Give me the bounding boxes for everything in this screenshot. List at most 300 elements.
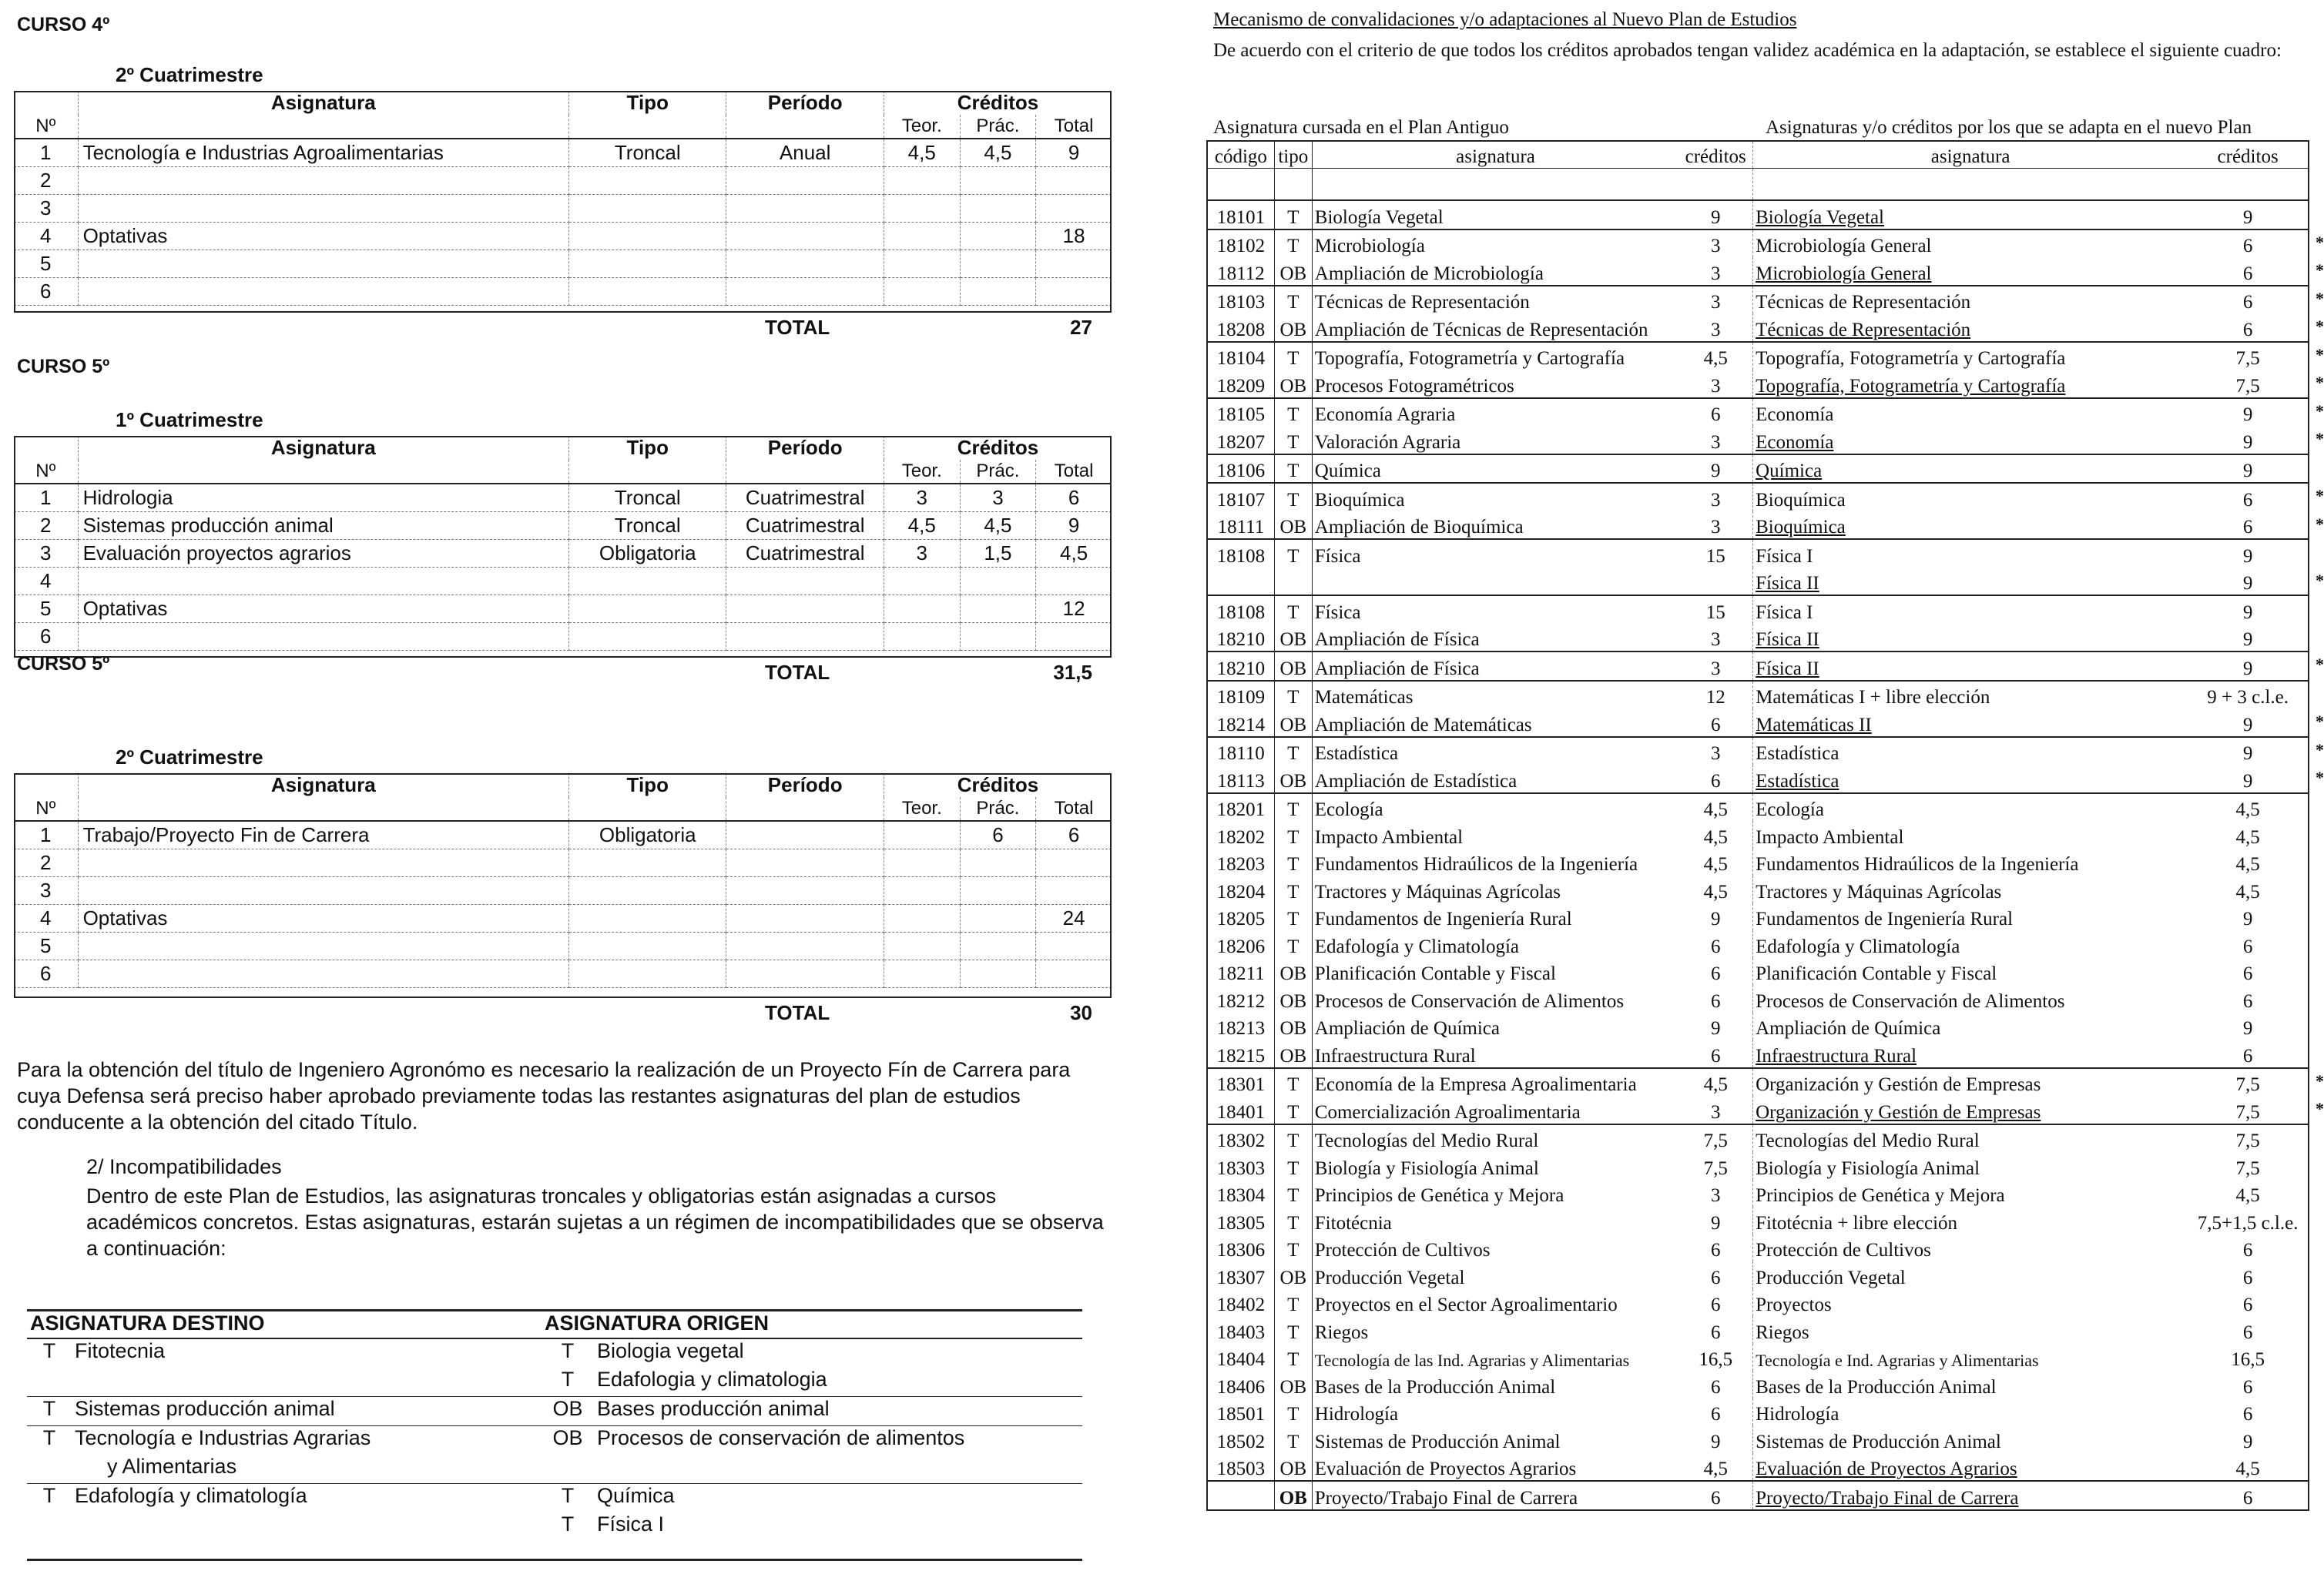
row-creditos: 3 [1678,511,1752,540]
table-row [1207,539,2309,568]
row-codigo: 18305 [1207,1207,1274,1234]
table-row [1207,793,2309,822]
table-row [1207,1152,2309,1180]
table-row [14,484,1112,512]
row-asignatura: Ampliación de Física [1314,629,1480,650]
table-row [14,139,1112,167]
row-tipo: OB [1274,1453,1312,1482]
row-nueva-asignatura: Química [1753,454,2188,484]
table-row [27,1455,1082,1484]
row-nueva-asignatura: Evaluación de Proyectos Agrarios [1756,1459,2017,1479]
row-nueva-asignatura: Topografía, Fotogrametría y Cartografía [1756,375,2066,397]
row-nuevos-creditos: 6 [2188,511,2309,540]
row-total [1036,250,1112,278]
row-codigo: 18211 [1207,958,1274,986]
table-row [14,568,1112,595]
row-total: 6 [1036,484,1112,512]
row-nuevos-creditos: 4,5 [2188,793,2309,822]
row-teor [884,933,960,960]
row-tipo: T [1274,876,1312,903]
row-asignatura [78,250,568,278]
row-total [1036,568,1112,595]
table-row [1207,876,2309,903]
row-tipo: T [1274,398,1312,427]
table-row [1207,1207,2309,1234]
row-nuevos-creditos: 9 [2188,539,2309,568]
table-row [1207,985,2309,1013]
row-nuevos-creditos: 6 [2188,286,2309,314]
table-row [1207,849,2309,876]
header-total: Total [1036,797,1112,821]
row-nueva-asignatura: Sistemas de Producción Animal [1756,1431,2001,1452]
convalidation-title: Mecanismo de convalidaciones y/o adaptaciones al Nuevo Plan de Estudios [1213,9,1797,30]
row-periodo [726,877,884,905]
row-nueva-asignatura: Estadística [1756,770,1839,792]
convalidation-header-row [1207,141,2309,169]
table-row [1207,1453,2309,1482]
row-prac [960,250,1036,278]
row-tipo: T [1274,1180,1312,1208]
header-asignatura: Asignatura [78,436,568,460]
header-prac: Prác. [960,460,1036,484]
row-tipo [569,195,726,223]
header-asignatura: Asignatura [78,91,568,115]
row-codigo: 18112 [1207,257,1274,286]
row-asignatura: Microbiología [1312,229,1678,258]
row-periodo: Cuatrimestral [726,484,884,512]
row-nuevos-creditos: 6 [2188,1481,2309,1510]
header-cell [78,797,568,821]
row-asignatura: Química [1312,454,1678,484]
row-nuevos-creditos: 7,5 [2188,342,2309,370]
col-creditos: créditos [1678,141,1752,169]
table-row [1207,1316,2309,1344]
row-tipo: T [1274,1207,1312,1234]
course-table [14,91,1112,306]
row-creditos: 9 [1678,1013,1752,1040]
row-nueva-asignatura: Microbiología General [1753,229,2188,258]
row-asignatura: Ampliación de Estadística [1314,770,1517,792]
table-row [14,849,1112,877]
row-asignatura: Producción Vegetal [1314,1267,1465,1288]
row-total: 9 [1036,512,1112,540]
total-row [14,661,1112,685]
origen-type [542,1455,594,1484]
origen-name: Química [594,1484,1082,1513]
table-row [1207,624,2309,652]
row-creditos: 3 [1678,1096,1752,1124]
row-asignatura: Optativas [78,595,568,623]
table-row [14,905,1112,933]
row-codigo: 18209 [1207,370,1274,398]
curso-heading: CURSO 4º [17,14,110,35]
row-tipo: T [1274,793,1312,822]
row-nuevos-creditos: 6 [2188,1040,2309,1068]
row-number: 3 [14,540,78,568]
row-tipo [569,167,726,195]
cuatrimestre-heading: 2º Cuatrimestre [116,745,263,769]
row-codigo: 18204 [1207,876,1274,903]
table-row [1207,1425,2309,1453]
row-tipo: OB [1274,958,1312,986]
row-nueva-asignatura: Organización y Gestión de Empresas [1753,1068,2188,1097]
row-codigo: 18106 [1207,454,1274,484]
row-asignatura [78,877,568,905]
row-total: 18 [1036,223,1112,250]
destino-type: T [27,1397,72,1426]
row-tipo [569,623,726,651]
row-number: 2 [14,849,78,877]
row-creditos: 9 [1678,1425,1752,1453]
header-cell [726,797,884,821]
row-creditos: 6 [1678,1481,1752,1510]
row-nueva-asignatura: Hidrología [1756,1404,1839,1425]
row-prac [960,278,1036,306]
row-nueva-asignatura: Física II [1756,629,1819,650]
row-asignatura: Física [1312,595,1678,624]
row-tipo: T [1274,1425,1312,1453]
row-tipo: OB [1274,1371,1312,1398]
row-total: 6 [1036,821,1112,849]
row-creditos: 4,5 [1678,876,1752,903]
row-nuevos-creditos: 6 [2188,1316,2309,1344]
header-tipo: Tipo [569,91,726,115]
row-nuevos-creditos: 9 [2188,398,2309,427]
old-plan-header: Asignatura cursada en el Plan Antiguo [1213,117,1509,138]
row-codigo: 18214 [1207,708,1274,737]
destino-name: Fitotecnia [75,1339,166,1362]
row-codigo: 18302 [1207,1124,1274,1153]
asterisk-mark: * [2316,768,2324,787]
row-nueva-asignatura: Bases de la Producción Animal [1756,1376,1997,1398]
row-asignatura: Comercialización Agroalimentaria [1314,1101,1581,1123]
curso-heading: CURSO 5º [17,653,110,675]
row-asignatura: Tecnología de las Ind. Agrarias y Alimentarias [1314,1351,1630,1370]
destino-name [72,1368,542,1397]
row-codigo: 18403 [1207,1316,1274,1344]
row-number: 5 [14,250,78,278]
row-tipo: OB [1274,313,1312,342]
row-nueva-asignatura: Impacto Ambiental [1756,826,1904,848]
row-creditos: 7,5 [1678,1124,1752,1153]
row-tipo: T [1274,286,1312,314]
header-cell [569,115,726,139]
header-cell [726,460,884,484]
row-periodo [726,623,884,651]
row-prac: 1,5 [960,540,1036,568]
row-asignatura: Ampliación de Microbiología [1314,263,1544,284]
origen-type: T [561,1512,575,1536]
row-creditos: 9 [1678,200,1752,229]
row-asignatura: Ampliación de Matemáticas [1314,714,1532,735]
table-row [1207,681,2309,709]
row-tipo: OB [1274,765,1312,793]
row-tipo: Troncal [569,139,726,167]
row-codigo: 18205 [1207,903,1274,931]
total-value: 30 [1070,1001,1092,1024]
row-tipo: Obligatoria [569,821,726,849]
origen-type: OB [542,1397,594,1426]
row-periodo [726,960,884,988]
row-nueva-asignatura: Riegos [1756,1321,1809,1343]
row-prac [960,933,1036,960]
row-number: 6 [14,960,78,988]
row-creditos: 15 [1678,595,1752,624]
row-periodo: Cuatrimestral [726,540,884,568]
origen-type: T [561,1368,575,1391]
header-teor: Teor. [884,460,960,484]
row-creditos: 6 [1678,930,1752,958]
row-teor: 3 [884,484,960,512]
row-asignatura: Técnicas de Representación [1312,286,1678,314]
table-row [1207,1398,2309,1426]
total-row [14,1001,1112,1026]
row-tipo: T [1274,1124,1312,1153]
row-prac [960,167,1036,195]
row-teor: 3 [884,540,960,568]
row-nuevos-creditos: 6 [2188,930,2309,958]
destino-type: T [27,1426,72,1455]
right-page [1202,0,2324,1571]
header-cell [14,436,78,460]
table-row [27,1338,1082,1368]
asterisk-mark: * [2316,344,2324,364]
origen-name: Procesos de conservación de alimentos [594,1426,1082,1455]
row-creditos: 3 [1678,370,1752,398]
row-creditos: 3 [1678,737,1752,765]
row-periodo: Anual [726,139,884,167]
row-codigo: 18107 [1207,483,1274,511]
table-row [1207,1289,2309,1317]
row-asignatura [78,960,568,988]
table-row [1207,903,2309,931]
row-teor [884,905,960,933]
row-creditos: 6 [1678,985,1752,1013]
row-codigo: 18108 [1207,595,1274,624]
row-number: 3 [14,195,78,223]
row-nuevos-creditos: 9 [2188,765,2309,793]
row-creditos: 3 [1678,229,1752,258]
row-asignatura: Topografía, Fotogrametría y Cartografía [1312,342,1678,370]
row-creditos: 3 [1678,426,1752,454]
row-nuevos-creditos: 6 [2188,229,2309,258]
asterisk-mark: * [2316,514,2324,534]
row-total [1036,877,1112,905]
row-nueva-asignatura: Física II [1756,573,1819,594]
row-creditos: 6 [1678,958,1752,986]
row-teor [884,849,960,877]
header-cell [78,115,568,139]
table-row [14,512,1112,540]
row-tipo: OB [1274,985,1312,1013]
course-subheader-row [14,115,1112,139]
total-label: TOTAL [765,661,830,684]
row-asignatura: Proyectos en el Sector Agroalimentario [1314,1295,1618,1315]
row-codigo [1207,1481,1274,1510]
row-codigo: 18215 [1207,1040,1274,1068]
table-row [1207,257,2309,286]
row-codigo: 18307 [1207,1261,1274,1289]
header-cell [78,460,568,484]
row-asignatura: Ecología [1312,793,1678,822]
table-row [14,540,1112,568]
row-nueva-asignatura: Proyectos [1756,1295,1832,1315]
row-tipo: OB [1274,511,1312,540]
row-tipo: T [1274,1316,1312,1344]
row-creditos: 16,5 [1678,1344,1752,1372]
row-tipo: T [1274,1398,1312,1426]
row-creditos: 4,5 [1678,342,1752,370]
row-number: 6 [14,278,78,306]
row-nuevos-creditos: 9 [2188,903,2309,931]
row-tipo: OB [1274,1481,1312,1510]
row-codigo: 18404 [1207,1344,1274,1372]
table-row [14,595,1112,623]
row-codigo: 18301 [1207,1068,1274,1097]
row-codigo: 18402 [1207,1289,1274,1317]
row-nueva-asignatura: Microbiología General [1756,263,1932,284]
row-creditos: 6 [1678,1289,1752,1317]
row-nuevos-creditos: 4,5 [2188,849,2309,876]
header-teor: Teor. [884,115,960,139]
row-teor [884,623,960,651]
row-asignatura: Bases de la Producción Animal [1314,1376,1556,1398]
row-asignatura: Ampliación de Física [1312,652,1678,681]
convalidation-intro: De acuerdo con el criterio de que todos los créditos aprobados tengan validez académica en la adaptación, se establece el siguiente cuadro: [1213,40,2282,61]
row-creditos: 6 [1678,1261,1752,1289]
row-asignatura: Economía Agraria [1312,398,1678,427]
header-n: Nº [14,797,78,821]
incompat-text: Dentro de este Plan de Estudios, las asignaturas troncales y obligatorias están asignadas a cursos académicos concretos. Estas asignaturas, estarán sujetas a un régimen de incompatibilidades que se observa a continuación: [86,1184,1104,1260]
curso-heading: CURSO 5º [17,356,110,377]
row-creditos: 3 [1678,257,1752,286]
asterisk-mark: * [2316,1099,2324,1118]
row-nuevos-creditos: 9 + 3 c.l.e. [2188,681,2309,709]
row-tipo [569,905,726,933]
asterisk-mark: * [2316,317,2324,336]
row-prac [960,849,1036,877]
row-asignatura: Ampliación de Química [1314,1018,1500,1039]
row-nueva-asignatura: Técnicas de Representación [1756,319,1971,340]
row-tipo: OB [1274,1040,1312,1068]
table-row [1207,426,2309,454]
asterisk-mark: * [2316,1070,2324,1090]
row-asignatura: Hidrologia [78,484,568,512]
row-periodo [726,568,884,595]
row-tipo [569,877,726,905]
origen-name: Bases producción animal [594,1397,1082,1426]
row-total: 12 [1036,595,1112,623]
row-codigo: 18306 [1207,1234,1274,1262]
header-total: Total [1036,115,1112,139]
table-row [1207,930,2309,958]
table-row [1207,1180,2309,1208]
row-nuevos-creditos: 9 [2188,652,2309,681]
row-tipo: T [1274,539,1312,568]
row-nueva-asignatura: Topografía, Fotogrametría y Cartografía [1753,342,2188,370]
table-row [1207,1481,2309,1510]
destino-name: Sistemas producción animal [72,1397,542,1426]
row-tipo: T [1274,200,1312,229]
row-nueva-asignatura: Tecnologías del Medio Rural [1753,1124,2188,1153]
row-total [1036,933,1112,960]
row-periodo [726,278,884,306]
row-nuevos-creditos: 4,5 [2188,1453,2309,1482]
destino-type: T [27,1484,72,1513]
incompat-title: 2/ Incompatibilidades [86,1155,282,1178]
row-creditos: 3 [1678,313,1752,342]
row-creditos: 3 [1678,1180,1752,1208]
asterisk-mark: * [2316,486,2324,505]
row-nueva-asignatura: Bioquímica [1756,517,1846,538]
origen-name [594,1455,1082,1484]
row-nuevos-creditos: 6 [2188,1234,2309,1262]
row-asignatura: Ampliación de Técnicas de Representación [1314,319,1648,340]
row-codigo: 18303 [1207,1152,1274,1180]
header-asignatura: Asignatura [78,773,568,797]
table-row [1207,1261,2309,1289]
row-teor [884,250,960,278]
row-nuevos-creditos: 9 [2188,426,2309,454]
row-nueva-asignatura: Ampliación de Química [1756,1018,1941,1039]
row-creditos: 9 [1678,903,1752,931]
row-asignatura: Optativas [78,905,568,933]
row-creditos: 4,5 [1678,849,1752,876]
row-nueva-asignatura: Fitotécnia + libre elección [1756,1212,1958,1234]
row-nuevos-creditos: 6 [2188,257,2309,286]
header-cell [14,773,78,797]
table-row [1207,1234,2309,1262]
row-number: 6 [14,623,78,651]
header-periodo: Período [726,436,884,460]
destino-type [27,1368,72,1397]
row-number: 1 [14,139,78,167]
total-value: 31,5 [1053,661,1092,684]
header-total: Total [1036,460,1112,484]
destino-type: T [42,1339,56,1362]
row-nueva-asignatura: Tractores y Máquinas Agrícolas [1756,881,2002,903]
row-prac [960,623,1036,651]
row-number: 4 [14,568,78,595]
row-creditos: 9 [1678,454,1752,484]
asterisk-mark: * [2316,288,2324,308]
row-creditos: 6 [1678,708,1752,737]
row-tipo: T [1274,681,1312,709]
row-prac: 6 [960,821,1036,849]
header-creditos: Créditos [957,436,1039,459]
row-tipo: T [1274,426,1312,454]
row-tipo: T [1274,595,1312,624]
row-periodo [726,849,884,877]
row-creditos: 4,5 [1678,793,1752,822]
course-header-row [14,773,1112,797]
asterisk-mark: * [2316,429,2324,448]
row-asignatura [1312,568,1678,596]
destino-name [72,1512,542,1541]
row-asignatura: Impacto Ambiental [1314,826,1464,848]
table-row [27,1397,1082,1426]
row-number: 4 [14,223,78,250]
row-nuevos-creditos: 7,5 [2188,370,2309,398]
row-codigo: 18406 [1207,1371,1274,1398]
row-asignatura: Bioquímica [1312,483,1678,511]
row-tipo: Obligatoria [569,540,726,568]
row-tipo [1274,568,1312,596]
row-codigo: 18503 [1207,1453,1274,1482]
origen-type: T [561,1339,575,1362]
row-asignatura: Física [1312,539,1678,568]
row-nueva-asignatura: Principios de Genética y Mejora [1756,1185,2005,1206]
